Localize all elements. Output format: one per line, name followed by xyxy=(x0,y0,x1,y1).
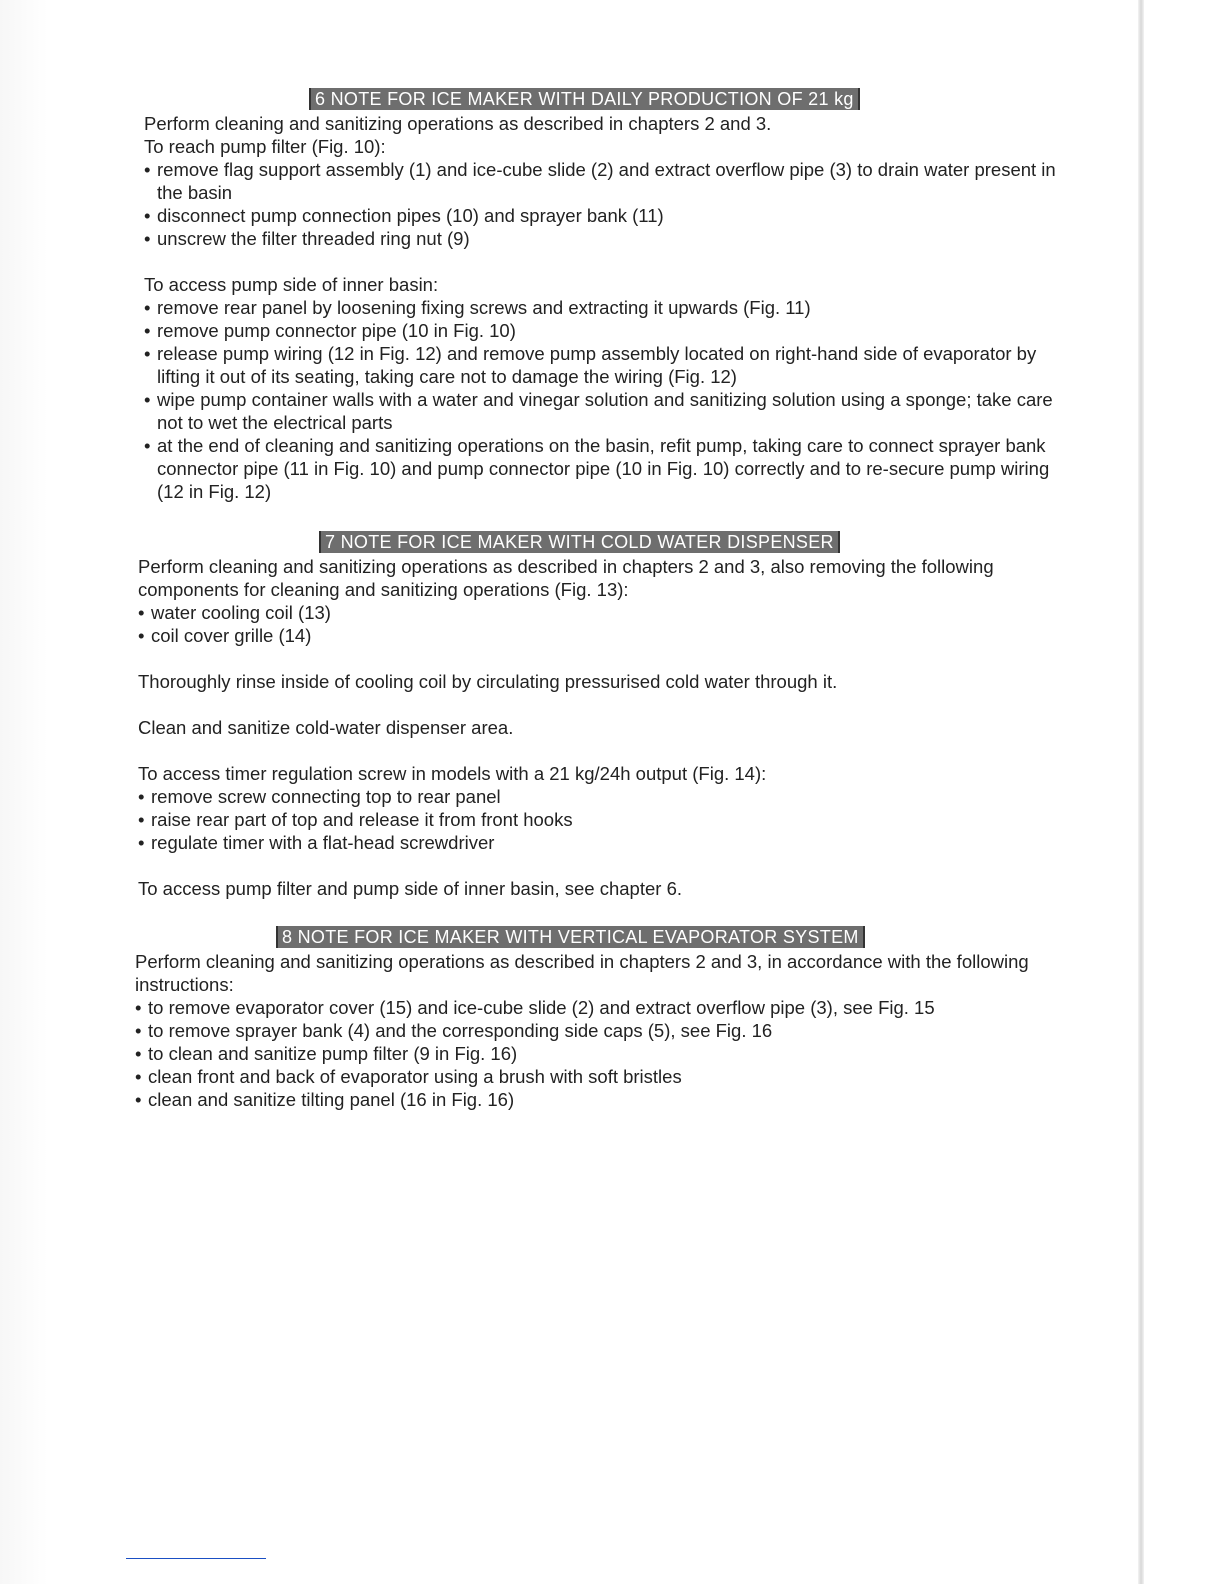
section-6-list-b xyxy=(144,296,1064,503)
section-6-para-b: To access pump side of inner basin: xyxy=(144,274,439,295)
list-item: • raise rear part of top and release it from front hooks xyxy=(138,809,573,830)
section-8-intro: Perform cleaning and sanitizing operations as described in chapters 2 and 3, in accordance with the following instructions: xyxy=(135,951,1029,995)
section-7-intro: Perform cleaning and sanitizing operations as described in chapters 2 and 3, also removing the following components for cleaning and sanitizing operations (Fig. 13): xyxy=(138,556,994,600)
section-6-intro-2: To reach pump filter (Fig. 10): xyxy=(144,136,386,157)
section-7-access: To access pump filter and pump side of inner basin, see chapter 6. xyxy=(138,878,682,899)
list-item: • remove screw connecting top to rear panel xyxy=(138,786,501,807)
list-item: • remove rear panel by loosening fixing screws and extracting it upwards (Fig. 11) xyxy=(144,297,811,318)
scan-edge-left xyxy=(0,0,48,1584)
section-6 xyxy=(144,88,1064,503)
list-item: • to remove evaporator cover (15) and ice-cube slide (2) and extract overflow pipe (3), see Fig. 15 xyxy=(135,997,935,1018)
scan-edge-right xyxy=(1138,0,1144,1584)
list-item: • regulate timer with a flat-head screwdriver xyxy=(138,832,495,853)
section-6-list-a xyxy=(144,158,1064,250)
list-item: • at the end of cleaning and sanitizing operations on the basin, refit pump, taking care to connect sprayer bank connector pipe (11 in Fig. 10) and pump connector pipe (10 in Fig. 10) correctly and to re-secure pump wiring (12 in Fig. 12) xyxy=(144,435,1050,502)
list-item: • to remove sprayer bank (4) and the corresponding side caps (5), see Fig. 16 xyxy=(135,1020,773,1041)
section-7-clean: Clean and sanitize cold-water dispenser area. xyxy=(138,717,514,738)
section-7 xyxy=(138,531,1058,900)
list-item: • remove pump connector pipe (10 in Fig. 10) xyxy=(144,320,516,341)
section-7-heading: 7 NOTE FOR ICE MAKER WITH COLD WATER DISPENSER xyxy=(319,531,840,553)
section-6-intro-1: Perform cleaning and sanitizing operations as described in chapters 2 and 3. xyxy=(144,113,772,134)
section-7-list-b xyxy=(138,785,1058,854)
section-7-rinse: Thoroughly rinse inside of cooling coil by circulating pressurised cold water through it. xyxy=(138,671,838,692)
section-8 xyxy=(135,926,1055,1111)
list-item: • remove flag support assembly (1) and ice-cube slide (2) and extract overflow pipe (3) to drain water present in the basin xyxy=(144,159,1056,203)
section-6-heading: 6 NOTE FOR ICE MAKER WITH DAILY PRODUCTION OF 21 kg xyxy=(309,88,860,110)
list-item: • water cooling coil (13) xyxy=(138,602,331,623)
list-item: • coil cover grille (14) xyxy=(138,625,312,646)
list-item: • unscrew the filter threaded ring nut (9) xyxy=(144,228,470,249)
list-item: • to clean and sanitize pump filter (9 in Fig. 16) xyxy=(135,1043,518,1064)
list-item: • clean front and back of evaporator using a brush with soft bristles xyxy=(135,1066,682,1087)
section-8-list-a xyxy=(135,996,1055,1111)
section-7-timer: To access timer regulation screw in models with a 21 kg/24h output (Fig. 14): xyxy=(138,763,767,784)
footer-rule xyxy=(126,1558,266,1559)
list-item: • wipe pump container walls with a water and vinegar solution and sanitizing solution using a sponge; take care not to wet the electrical parts xyxy=(144,389,1053,433)
section-8-heading: 8 NOTE FOR ICE MAKER WITH VERTICAL EVAPORATOR SYSTEM xyxy=(276,926,865,948)
list-item: • disconnect pump connection pipes (10) and sprayer bank (11) xyxy=(144,205,664,226)
section-7-list-a xyxy=(138,601,1058,647)
list-item: • clean and sanitize tilting panel (16 in Fig. 16) xyxy=(135,1089,515,1110)
list-item: • release pump wiring (12 in Fig. 12) and remove pump assembly located on right-hand side of evaporator by lifting it out of its seating, taking care not to damage the wiring (Fig. 12) xyxy=(144,343,1037,387)
